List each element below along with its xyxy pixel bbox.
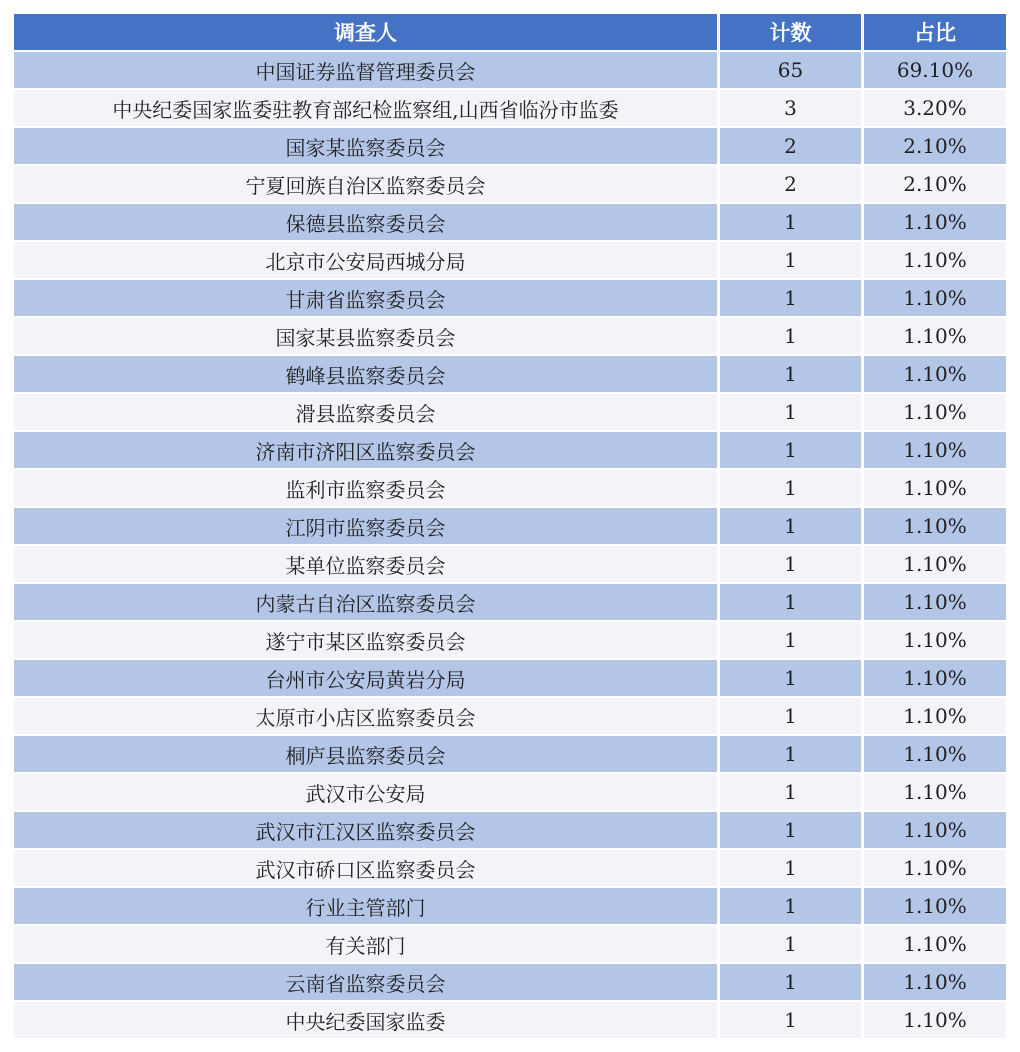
- cell-investigator: 太原市小店区监察委员会: [14, 698, 717, 734]
- cell-ratio: 3.20%: [864, 90, 1006, 126]
- cell-investigator: 滑县监察委员会: [14, 394, 717, 430]
- table-row: [14, 622, 1006, 660]
- table-row: [14, 1002, 1006, 1040]
- cell-investigator: 北京市公安局西城分局: [14, 242, 717, 278]
- cell-count: 1: [720, 280, 861, 316]
- cell-ratio: 1.10%: [864, 546, 1006, 582]
- table-row: [14, 584, 1006, 622]
- cell-ratio: 2.10%: [864, 128, 1006, 164]
- cell-ratio: 1.10%: [864, 508, 1006, 544]
- cell-investigator: 某单位监察委员会: [14, 546, 717, 582]
- cell-count: 1: [720, 698, 861, 734]
- table-row: [14, 128, 1006, 166]
- table-row: [14, 698, 1006, 736]
- cell-count: 1: [720, 432, 861, 468]
- cell-count: 1: [720, 660, 861, 696]
- table-row: [14, 470, 1006, 508]
- table-row: [14, 926, 1006, 964]
- cell-count: 1: [720, 736, 861, 772]
- table-row: [14, 318, 1006, 356]
- cell-count: 1: [720, 888, 861, 924]
- cell-ratio: 1.10%: [864, 1002, 1006, 1038]
- cell-count: 1: [720, 812, 861, 848]
- cell-count: 3: [720, 90, 861, 126]
- cell-investigator: 内蒙古自治区监察委员会: [14, 584, 717, 620]
- table-row: [14, 888, 1006, 926]
- cell-ratio: 1.10%: [864, 812, 1006, 848]
- table-row: [14, 546, 1006, 584]
- cell-ratio: 1.10%: [864, 584, 1006, 620]
- cell-count: 2: [720, 128, 861, 164]
- cell-ratio: 1.10%: [864, 888, 1006, 924]
- table-row: [14, 204, 1006, 242]
- cell-ratio: 1.10%: [864, 470, 1006, 506]
- cell-investigator: 遂宁市某区监察委员会: [14, 622, 717, 658]
- cell-investigator: 武汉市硚口区监察委员会: [14, 850, 717, 886]
- table-row: [14, 660, 1006, 698]
- table-row: [14, 812, 1006, 850]
- cell-investigator: 中国证券监督管理委员会: [14, 52, 717, 88]
- table-row: [14, 280, 1006, 318]
- cell-investigator: 监利市监察委员会: [14, 470, 717, 506]
- table-row: [14, 90, 1006, 128]
- cell-investigator: 中央纪委国家监委: [14, 1002, 717, 1038]
- table-row: [14, 242, 1006, 280]
- cell-count: 1: [720, 546, 861, 582]
- cell-investigator: 保德县监察委员会: [14, 204, 717, 240]
- cell-count: 1: [720, 470, 861, 506]
- cell-count: 1: [720, 242, 861, 278]
- cell-investigator: 武汉市公安局: [14, 774, 717, 810]
- cell-count: 1: [720, 508, 861, 544]
- cell-investigator: 宁夏回族自治区监察委员会: [14, 166, 717, 202]
- cell-ratio: 1.10%: [864, 204, 1006, 240]
- header-investigator: 调查人: [14, 14, 717, 50]
- cell-count: 1: [720, 356, 861, 392]
- cell-ratio: 1.10%: [864, 926, 1006, 962]
- cell-investigator: 武汉市江汉区监察委员会: [14, 812, 717, 848]
- table-row: [14, 736, 1006, 774]
- cell-investigator: 中央纪委国家监委驻教育部纪检监察组,山西省临汾市监委: [14, 90, 717, 126]
- cell-ratio: 2.10%: [864, 166, 1006, 202]
- cell-count: 2: [720, 166, 861, 202]
- cell-count: 1: [720, 394, 861, 430]
- cell-ratio: 1.10%: [864, 280, 1006, 316]
- header-count: 计数: [720, 14, 861, 50]
- cell-ratio: 1.10%: [864, 850, 1006, 886]
- cell-count: 1: [720, 850, 861, 886]
- table-body: [14, 52, 1006, 1040]
- cell-investigator: 云南省监察委员会: [14, 964, 717, 1000]
- table-row: [14, 394, 1006, 432]
- cell-investigator: 鹤峰县监察委员会: [14, 356, 717, 392]
- cell-ratio: 1.10%: [864, 964, 1006, 1000]
- table-header: [14, 14, 1006, 52]
- table-row: [14, 850, 1006, 888]
- cell-ratio: 69.10%: [864, 52, 1006, 88]
- cell-count: 1: [720, 318, 861, 354]
- cell-investigator: 甘肃省监察委员会: [14, 280, 717, 316]
- cell-investigator: 江阴市监察委员会: [14, 508, 717, 544]
- cell-ratio: 1.10%: [864, 242, 1006, 278]
- investigator-table: [14, 14, 1006, 1040]
- table-row: [14, 166, 1006, 204]
- table-row: [14, 774, 1006, 812]
- cell-ratio: 1.10%: [864, 622, 1006, 658]
- cell-count: 1: [720, 1002, 861, 1038]
- cell-count: 1: [720, 964, 861, 1000]
- cell-count: 1: [720, 204, 861, 240]
- cell-count: 65: [720, 52, 861, 88]
- cell-ratio: 1.10%: [864, 432, 1006, 468]
- table-row: [14, 508, 1006, 546]
- cell-count: 1: [720, 926, 861, 962]
- cell-investigator: 行业主管部门: [14, 888, 717, 924]
- cell-ratio: 1.10%: [864, 736, 1006, 772]
- cell-ratio: 1.10%: [864, 394, 1006, 430]
- cell-count: 1: [720, 774, 861, 810]
- cell-investigator: 国家某县监察委员会: [14, 318, 717, 354]
- cell-ratio: 1.10%: [864, 698, 1006, 734]
- table-row: [14, 432, 1006, 470]
- table-row: [14, 964, 1006, 1002]
- cell-count: 1: [720, 622, 861, 658]
- cell-investigator: 济南市济阳区监察委员会: [14, 432, 717, 468]
- cell-ratio: 1.10%: [864, 660, 1006, 696]
- table-row: [14, 356, 1006, 394]
- cell-count: 1: [720, 584, 861, 620]
- cell-ratio: 1.10%: [864, 318, 1006, 354]
- cell-investigator: 桐庐县监察委员会: [14, 736, 717, 772]
- cell-ratio: 1.10%: [864, 774, 1006, 810]
- cell-investigator: 有关部门: [14, 926, 717, 962]
- cell-investigator: 台州市公安局黄岩分局: [14, 660, 717, 696]
- cell-ratio: 1.10%: [864, 356, 1006, 392]
- header-ratio: 占比: [864, 14, 1006, 50]
- cell-investigator: 国家某监察委员会: [14, 128, 717, 164]
- table-row: [14, 52, 1006, 90]
